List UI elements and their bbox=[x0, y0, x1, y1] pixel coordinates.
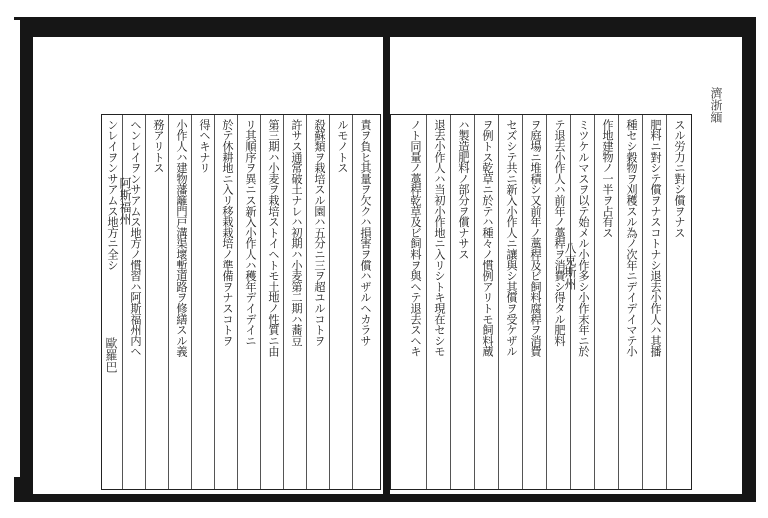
text-column: 於テ休耕地ニ入リ移栽栽培ノ準備ヲナスコトヲ bbox=[221, 119, 234, 346]
column-rule bbox=[546, 115, 547, 489]
text-column: ノト同量ノ藁稈乾草及ビ飼料ヲ與ヘテ退去スヘキ bbox=[409, 119, 422, 357]
text-column: スル労力ニ對シ償ヲナス bbox=[673, 119, 686, 238]
text-column: リ其順序ヲ異ニス新入小作人ハ穫年デイデイニ bbox=[244, 119, 257, 346]
right-page bbox=[390, 37, 742, 494]
text-column: ミツケルマスヲ以テ始メル小作多シ小作末年ニ於 bbox=[577, 119, 590, 357]
column-rule bbox=[122, 115, 123, 489]
text-column: 種セシ穀物ヲ刈穫スル為ノ次年ニデイデイマテ小 bbox=[625, 119, 638, 357]
column-rule bbox=[570, 115, 571, 489]
text-column: 許サス通常破土ナレハ初期ハ小麦第二期ハ蕎豆 bbox=[290, 119, 303, 346]
text-column: 作地建物ノ一半ヲ占有ス bbox=[601, 119, 614, 238]
text-column: テ退去小作人ハ前年ノ藁稈ヲ消費シ得タル肥料 bbox=[553, 119, 566, 346]
left-text-frame bbox=[101, 114, 381, 490]
text-column: 得ヘキナリ bbox=[198, 119, 211, 174]
text-column: 殺蘇類ヲ栽培スル園ハ五分ニ三ヲ超ユルコトヲ bbox=[313, 119, 326, 346]
column-rule bbox=[214, 115, 215, 489]
text-column: ヲ庭場ニ堆積シ又前年ノ藁稈及ビ飼料腐稈ヲ消費 bbox=[529, 119, 542, 357]
text-column: ルモノトス bbox=[336, 119, 349, 174]
text-column: 退去小作人ハ当初小作地ニ入リシトキ現在セシモ bbox=[433, 119, 446, 357]
section-heading: 八克斯州 bbox=[563, 242, 577, 290]
text-column: 小作人ハ建物藩籬門戸溝渠壞塹道路ヲ修繕スル義 bbox=[175, 119, 188, 357]
column-rule bbox=[450, 115, 451, 489]
page-margin-label: 濟浙緬 bbox=[709, 87, 723, 123]
column-rule bbox=[306, 115, 307, 489]
text-column: ヲ例トス乾草ニ於テハ種々ノ慣例アリトモ飼料蔵 bbox=[481, 119, 494, 357]
text-column: ハ製造肥料ノ部分ヲ償ナサス bbox=[457, 119, 470, 260]
section-heading: 阿斯福州 bbox=[118, 177, 132, 225]
column-rule bbox=[237, 115, 238, 489]
column-rule bbox=[352, 115, 353, 489]
column-rule bbox=[474, 115, 475, 489]
column-rule bbox=[191, 115, 192, 489]
text-column: 責ヲ負ヒ其量ヲ欠クハ損害ヲ償ハザルヘカラサ bbox=[359, 119, 372, 346]
text-column: セズシテ共ニ新入小作人ニ讓與シ其償ヲ受ケザル bbox=[505, 119, 518, 357]
page-margin-label: 歐羅巴 bbox=[104, 337, 118, 373]
left-page bbox=[33, 37, 383, 494]
column-rule bbox=[260, 115, 261, 489]
text-column: 肥料ニ對シテ償ヲナスコトナシ退去小作人ハ其播 bbox=[649, 119, 662, 357]
text-column: ンレイヲンサアムス地方ニ全シ bbox=[106, 119, 119, 271]
column-rule bbox=[594, 115, 595, 489]
column-rule bbox=[522, 115, 523, 489]
right-text-frame bbox=[390, 114, 692, 490]
column-rule bbox=[426, 115, 427, 489]
text-column: 務アリトス bbox=[152, 119, 165, 174]
column-rule bbox=[329, 115, 330, 489]
scan-edge-left bbox=[6, 20, 20, 477]
column-rule bbox=[642, 115, 643, 489]
column-rule bbox=[145, 115, 146, 489]
column-rule bbox=[168, 115, 169, 489]
column-rule bbox=[666, 115, 667, 489]
column-rule bbox=[498, 115, 499, 489]
column-rule bbox=[283, 115, 284, 489]
text-column: ヘンレイヲンサアムス地方ノ慣習ハ阿斯福州内ヘ bbox=[129, 119, 142, 357]
text-column: 第三期ハ小麦ヲ栽培ストイヘトモ土地ノ性質ニ由 bbox=[267, 119, 280, 357]
column-rule bbox=[618, 115, 619, 489]
